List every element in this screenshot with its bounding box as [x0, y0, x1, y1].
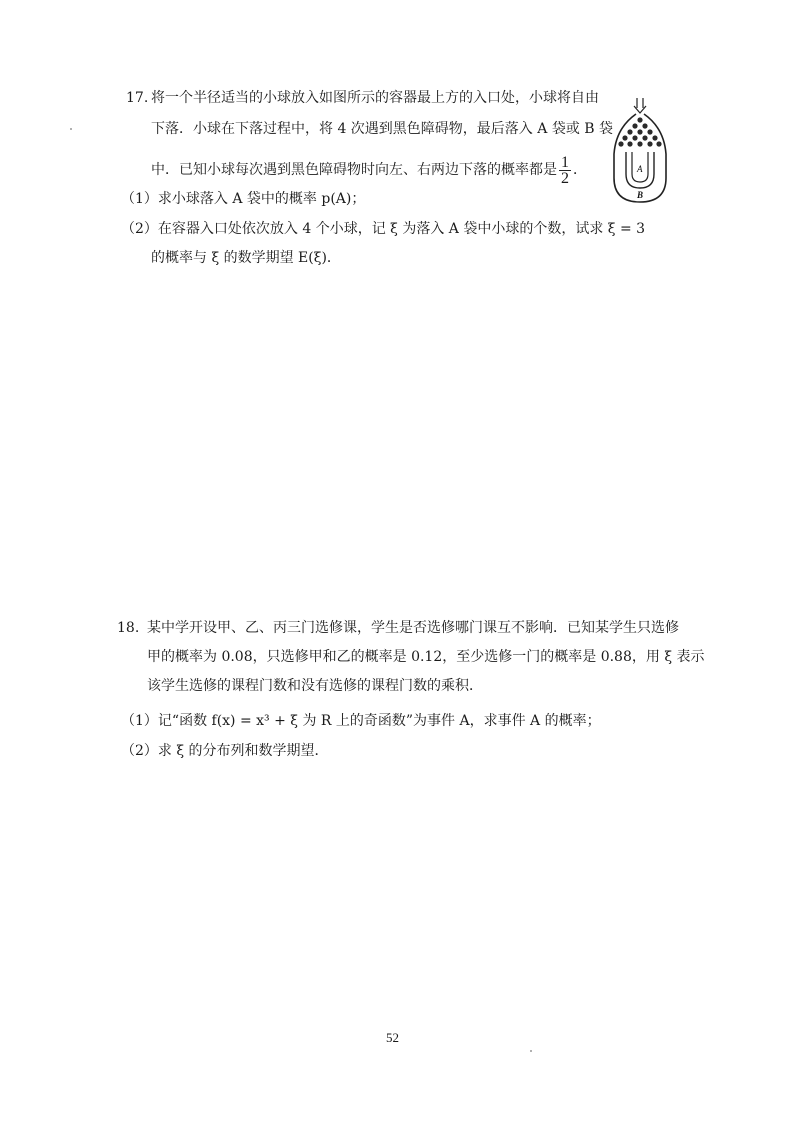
- q17-text-line3-post: ．: [573, 162, 587, 178]
- bag-b-label: B: [637, 190, 644, 200]
- q17-text-line2: 下落．小球在下落过程中，将 4 次遇到黑色障碍物，最后落入 A 袋或 B 袋: [151, 121, 614, 137]
- container-outline: [614, 114, 666, 202]
- q17-number: 17.: [126, 90, 149, 106]
- fraction-denominator: 2: [561, 169, 569, 187]
- ball-container-figure: [610, 96, 670, 206]
- probability-fraction: [559, 155, 571, 186]
- q18-text-line3: 该学生选修的课程门数和没有选修的课程门数的乘积．: [147, 678, 483, 694]
- bag-a-label: A: [637, 164, 643, 174]
- q17-text-line1: 将一个半径适当的小球放入如图所示的容器最上方的入口处，小球将自由: [151, 90, 599, 106]
- fraction-numerator: 1: [561, 153, 569, 171]
- q18-text-line2: 甲的概率为 0.08，只选修甲和乙的概率是 0.12，至少选修一门的概率是 0.88，用 ξ 表示: [147, 649, 705, 665]
- scan-speck: [530, 1050, 532, 1052]
- obstacle-pegs: [618, 117, 661, 146]
- q17-part2-line1: （2）在容器入口处依次放入 4 个小球，记 ξ 为落入 A 袋中小球的个数，试求 ξ = 3: [121, 221, 646, 237]
- q18-text-line1: 某中学开设甲、乙、丙三门选修课，学生是否选修哪门课互不影响．已知某学生只选修: [147, 620, 679, 636]
- q17-text-line3-pre: 中．已知小球每次遇到黑色障碍物时向左、右两边下落的概率都是: [151, 162, 557, 178]
- q18-part1: （1）记“函数 f(x) = x³ + ξ 为 R 上的奇函数”为事件 A，求事件 A 的概率；: [121, 713, 601, 729]
- q18-number: 18.: [117, 620, 140, 636]
- scan-speck: [70, 128, 72, 130]
- q17-text-line3: [151, 150, 587, 190]
- q18-part2: （2）求 ξ 的分布列和数学期望．: [121, 743, 329, 759]
- q17-part2-line2: 的概率与 ξ 的数学期望 E(ξ)．: [151, 250, 341, 266]
- q17-part1: （1）求小球落入 A 袋中的概率 p(A)；: [121, 191, 366, 207]
- entry-arrow-icon: [634, 98, 646, 113]
- page-number: 52: [386, 1030, 399, 1045]
